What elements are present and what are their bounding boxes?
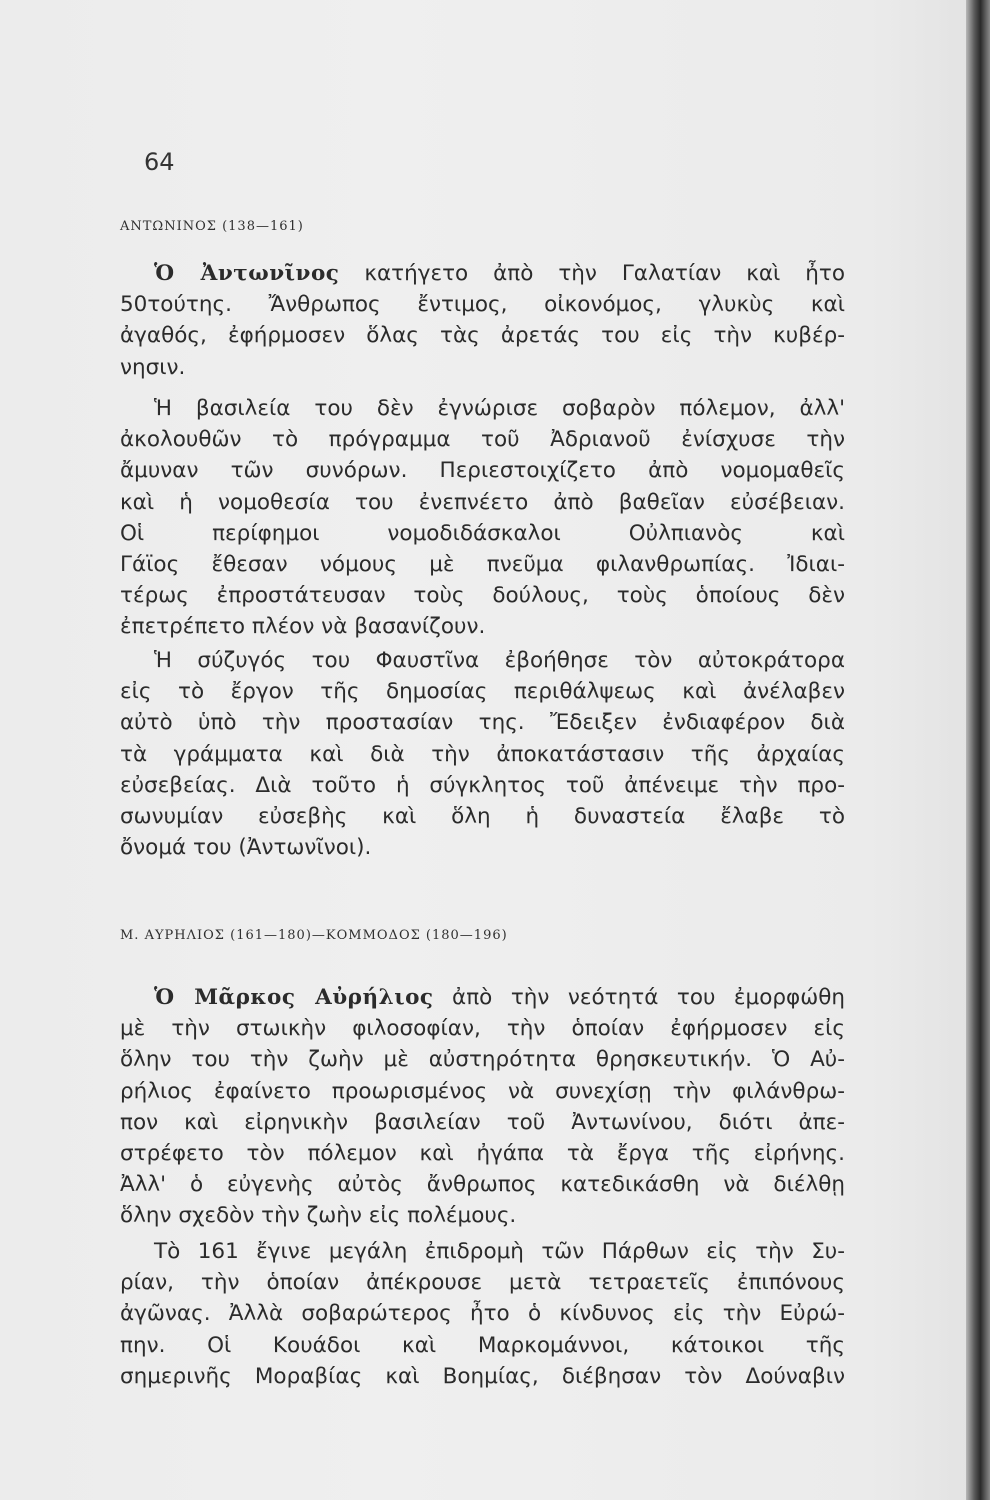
book-spine-shadow [966,0,990,1500]
section-heading-marcus-aurelius: Μ. ΑΥΡΗΛΙΟΣ (161—180)—ΚΟΜΜΟΔΟΣ (180—196) [120,928,508,943]
text-line: εἰς τὸ ἔργον τῆς δημοσίας περιθάλψεως καὶ ἀνέλαβεν [120,679,845,705]
text-line: καὶ ἡ νομοθεσία του ἐνεπνέετο ἀπὸ βαθεῖαν εὐσέβειαν. [120,489,845,515]
text-line: ὅλην σχεδὸν τὴν ζωὴν εἰς πολέμους. [120,1203,517,1229]
text-line: τὰ γράμματα καὶ διὰ τὴν ἀποκατάστασιν τῆς ἀρχαίας [120,741,845,767]
text-line: πην. Οἱ Κουάδοι καὶ Μαρκομάννοι, κάτοικοι τῆς [120,1332,845,1358]
page-number: 64 [144,148,175,176]
text-line: Ὁ Ἀντωνῖνος κατήγετο ἀπὸ τὴν Γαλατίαν καὶ ἦτο [154,261,845,286]
text-line: εὐσεβείας. Διὰ τοῦτο ἡ σύγκλητος τοῦ ἀπένειμε τὴν προ- [120,772,845,798]
lead-name: Ὁ Ἀντωνῖνος [154,261,340,286]
text-line: Ὁ Μᾶρκος Αὐρήλιος ἀπὸ τὴν νεότητά του ἐμορφώθη [154,985,845,1010]
text-line: σημερινῆς Μοραβίας καὶ Βοημίας, διέβησαν τὸν Δούναβιν [120,1363,845,1389]
text-line: ὅλην του τὴν ζωὴν μὲ αὐστηρότητα θρησκευτικήν. Ὁ Αὐ- [120,1047,845,1073]
text-line: 50τούτης. Ἄνθρωπος ἔντιμος, οἰκονόμος, γλυκὺς καὶ [120,292,845,318]
paragraph [120,393,845,643]
text-line: ρήλιος ἐφαίνετο προωρισμένος νὰ συνεχίσῃ τὴν φιλάνθρω- [120,1078,845,1104]
text-line: νησιν. [120,354,186,380]
text-line: ἄμυναν τῶν συνόρων. Περιεστοιχίζετο ἀπὸ νομομαθεῖς [120,458,845,484]
text-line: Οἱ περίφημοι νομοδιδάσκαλοι Οὐλπιανὸς καὶ [120,520,845,546]
text-line: ὄνομά του (Ἀντωνῖνοι). [120,835,372,861]
text-line: ἀκολουθῶν τὸ πρόγραμμα τοῦ Ἀδριανοῦ ἐνίσχυσε τὴν [120,427,845,453]
text-line: τέρως ἐπροστάτευσαν τοὺς δούλους, τοὺς ὁποίους δὲν [120,583,845,609]
text-line: Γάϊος ἔθεσαν νόμους μὲ πνεῦμα φιλανθρωπίας. Ἰδιαι- [120,551,845,577]
text-line: ἀγαθός, ἐφήρμοσεν ὅλας τὰς ἀρετάς του εἰς τὴν κυβέρ- [120,323,845,349]
text-line: πον καὶ εἰρηνικὴν βασιλείαν τοῦ Ἀντωνίνου, διότι ἀπε- [120,1109,845,1135]
text-line: ἐπετρέπετο πλέον νὰ βασανίζουν. [120,614,486,640]
section-heading-antoninus: ΑΝΤΩΝΙΝΟΣ (138—161) [120,219,304,234]
text-line: ρίαν, τὴν ὁποίαν ἀπέκρουσε μετὰ τετραετεῖς ἐπιπόνους [120,1270,845,1296]
text-line: σωνυμίαν εὐσεβὴς καὶ ὅλη ἡ δυναστεία ἔλαβε τὸ [120,803,845,829]
paragraph [120,1236,845,1392]
paragraph [120,258,845,383]
text-line: Ἡ βασιλεία του δὲν ἐγνώρισε σοβαρὸν πόλεμον, ἀλλ' [154,396,845,421]
paragraph [120,645,845,863]
text-line: Τὸ 161 ἔγινε μεγάλη ἐπιδρομὴ τῶν Πάρθων εἰς τὴν Συ- [154,1239,845,1264]
text-line: ἀγῶνας. Ἀλλὰ σοβαρώτερος ἦτο ὁ κίνδυνος εἰς τὴν Εὐρώ- [120,1301,845,1327]
text-line: Ἀλλ' ὁ εὐγενὴς αὐτὸς ἄνθρωπος κατεδικάσθη νὰ διέλθῃ [120,1172,845,1198]
lead-name: Ὁ Μᾶρκος Αὐρήλιος [154,985,434,1010]
text-line: Ἡ σύζυγός του Φαυστῖνα ἐβοήθησε τὸν αὐτοκράτορα [154,648,845,673]
text-line: μὲ τὴν στωικὴν φιλοσοφίαν, τὴν ὁποίαν ἐφήρμοσεν εἰς [120,1016,845,1042]
paragraph [120,982,845,1232]
text-line: στρέφετο τὸν πόλεμον καὶ ἠγάπα τὰ ἔργα τῆς εἰρήνης. [120,1140,845,1166]
text-line: αὐτὸ ὑπὸ τὴν προστασίαν της. Ἔδειξεν ἐνδιαφέρον διὰ [120,710,845,736]
